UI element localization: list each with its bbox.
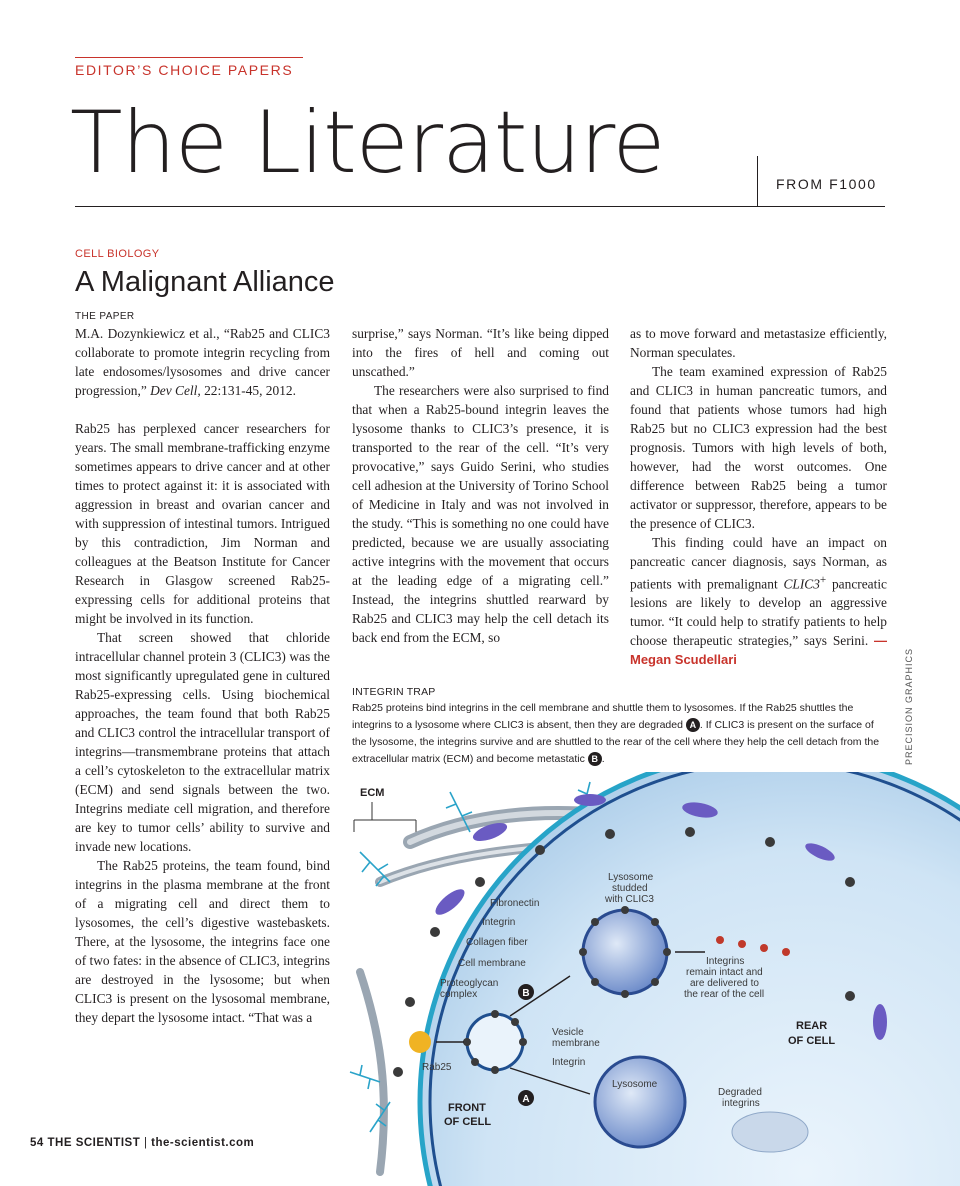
svg-text:integrins: integrins xyxy=(722,1098,760,1109)
svg-text:Vesicle: Vesicle xyxy=(552,1027,584,1038)
svg-text:the rear of the cell: the rear of the cell xyxy=(684,989,765,1000)
article-column-1 xyxy=(75,324,330,1027)
site-url: the-scientist.com xyxy=(151,1137,255,1149)
paragraph: Rab25 has perplexed cancer researchers for years. The small membrane-trafficking enzyme sometimes appears to drive cancer and at other times to protect against it: it is associated with aggression in breast and ovarian cancer and with suppression of intestinal tumors. Intrigued by this contradiction, Jim Norman and colleagues at the Beatson Institute for Cancer Research in Glasgow screened Rab25-expressing cells for additional proteins that might be involved in its function. xyxy=(75,421,330,626)
pathway-badge-a xyxy=(518,1090,534,1106)
ecm-bracket xyxy=(354,802,416,832)
svg-text:Fibronectin: Fibronectin xyxy=(490,898,540,909)
svg-text:Degraded: Degraded xyxy=(718,1087,762,1098)
masthead-rule xyxy=(75,206,885,207)
svg-text:Integrin: Integrin xyxy=(482,917,516,928)
paragraph: That screen showed that chloride intracellular channel protein 3 (CLIC3) was the most significantly upregulated gene in cultured Rab25-expressing cells. Using biochemical approaches, the team found that both Rab25 and CLIC3 control the intracellular transport of integrins—transmembrane proteins that attach a cell’s cytoskeleton to the extracellular matrix (ECM) and send signals between the two. Integrins mediate cell migration, and therefore are key to tumor cells’ ability to survive and invade new locations. xyxy=(75,630,330,854)
figure-title: INTEGRIN TRAP xyxy=(352,686,436,698)
section-rule xyxy=(75,57,303,58)
paragraph: The Rab25 proteins, the team found, bind integrins in the plasma membrane at the front of a migrating cell and direct them to lysosomes, the cell’s digestive wastebaskets. There, at the lysosome, the integrins face one of two fates: in the absence of CLIC3, integrins are destroyed in the lysosome; but when CLIC3 is present on the lysosomal membrane, they depart the lysosome intact. “That was a xyxy=(75,858,330,1025)
svg-text:OF CELL: OF CELL xyxy=(444,1116,492,1128)
footer-separator: | xyxy=(143,1137,148,1149)
article-column-3 xyxy=(630,324,887,669)
article-headline: A Malignant Alliance xyxy=(75,266,335,298)
badge-a: A xyxy=(686,718,700,732)
paragraph: surprise,” says Norman. “It’s like being dipped into the fires of hell and coming out unscathed.” xyxy=(352,326,609,379)
integrin-trap-illustration xyxy=(340,772,960,1186)
figure-caption: Rab25 proteins bind integrins in the cell membrane and shuttle them to lysosomes. If the Rab25 shuttles the integrins to a lysosome where CLIC3 is absent, then they are degraded A . If CLIC3 is present on the surface of the lysosome, the integrins survive and are shuttled to the rear of the cell where they help the cell detach from the extracellular matrix (ECM) and become metastatic B . xyxy=(352,702,880,765)
source-label: FROM F1000 xyxy=(776,176,877,192)
svg-text:remain intact and: remain intact and xyxy=(686,967,763,978)
svg-text:Lysosome: Lysosome xyxy=(608,872,654,883)
page-title: The Literature xyxy=(70,93,665,193)
magazine-name: THE SCIENTIST xyxy=(47,1137,141,1149)
article-column-2 xyxy=(352,324,609,647)
pathway-badge-b xyxy=(518,984,534,1000)
page-footer xyxy=(30,1137,254,1149)
badge-b: B xyxy=(588,752,602,766)
page-number: 54 xyxy=(30,1137,44,1149)
svg-text:membrane: membrane xyxy=(552,1038,600,1049)
lysosome xyxy=(595,1057,685,1147)
svg-text:B: B xyxy=(522,988,530,999)
svg-text:complex: complex xyxy=(440,989,478,1000)
svg-text:are delivered to: are delivered to xyxy=(690,978,759,989)
degraded-integrins xyxy=(732,1112,808,1152)
svg-text:REAR: REAR xyxy=(796,1020,828,1032)
masthead-divider xyxy=(757,156,758,206)
paragraph: as to move forward and metastasize efficiently, Norman speculates. xyxy=(630,326,887,360)
byline: —Megan Scudellari xyxy=(630,633,887,668)
svg-text:studded: studded xyxy=(612,883,648,894)
ecm-label: ECM xyxy=(360,787,385,799)
svg-text:Proteoglycan: Proteoglycan xyxy=(440,978,499,989)
paragraph: This finding could have an impact on pancreatic cancer diagnosis, says Norman, as patients with premalignant CLIC3+ pancreatic lesions are likely to develop an aggressive tumor. “It could help to stratify patients to help choose therapeutic strategies,” says Serini. —Megan Scudellari xyxy=(630,535,887,668)
svg-text:Cell membrane: Cell membrane xyxy=(458,958,526,969)
citation: M.A. Dozynkiewicz et al., “Rab25 and CLIC3 collaborate to promote integrin recycling from late endosomes/lysosomes and drive cancer progression,” Dev Cell, 22:131-45, 2012. xyxy=(75,326,330,398)
svg-text:with CLIC3: with CLIC3 xyxy=(605,894,654,905)
illustration-credit: PRECISION GRAPHICS xyxy=(904,647,914,765)
svg-text:FRONT: FRONT xyxy=(448,1102,486,1114)
article-category: CELL BIOLOGY xyxy=(75,248,160,260)
section-label: EDITOR’S CHOICE PAPERS xyxy=(75,62,294,78)
rab25-protein xyxy=(409,1031,431,1053)
svg-text:Rab25: Rab25 xyxy=(422,1062,452,1073)
svg-text:OF CELL: OF CELL xyxy=(788,1035,836,1047)
svg-text:Integrins: Integrins xyxy=(706,956,745,967)
paragraph: The team examined expression of Rab25 and CLIC3 in human pancreatic tumors, and found that patients whose tumors had high Rab25 but no CLIC3 expression had the best prognosis. Tumors with high levels of both, however, had the worst outcomes. One difference between Rab25 being a tumor activator or suppressor, therefore, appears to be the presence of CLIC3. xyxy=(630,364,887,531)
svg-text:Lysosome: Lysosome xyxy=(612,1079,658,1090)
svg-text:Integrin: Integrin xyxy=(552,1057,586,1068)
paper-label: THE PAPER xyxy=(75,311,135,322)
svg-text:Collagen fiber: Collagen fiber xyxy=(466,937,528,948)
paragraph: The researchers were also surprised to find that when a Rab25-bound integrin leaves the lysosome thanks to CLIC3’s presence, it is transported to the rear of the cell. “It’s very provocative,” says Guido Serini, who studies cell adhesion at the University of Torino School of Medicine in Italy and was not involved in the study. “This is something no one could have predicted, because we are usually associating active integrins with the movement that occurs at the leading edge of a migrating cell.” Instead, the integrins shuttled rearward by Rab25 and CLIC3 may help the cell detach its back end from the ECM, so xyxy=(352,383,609,645)
svg-text:A: A xyxy=(522,1094,530,1105)
